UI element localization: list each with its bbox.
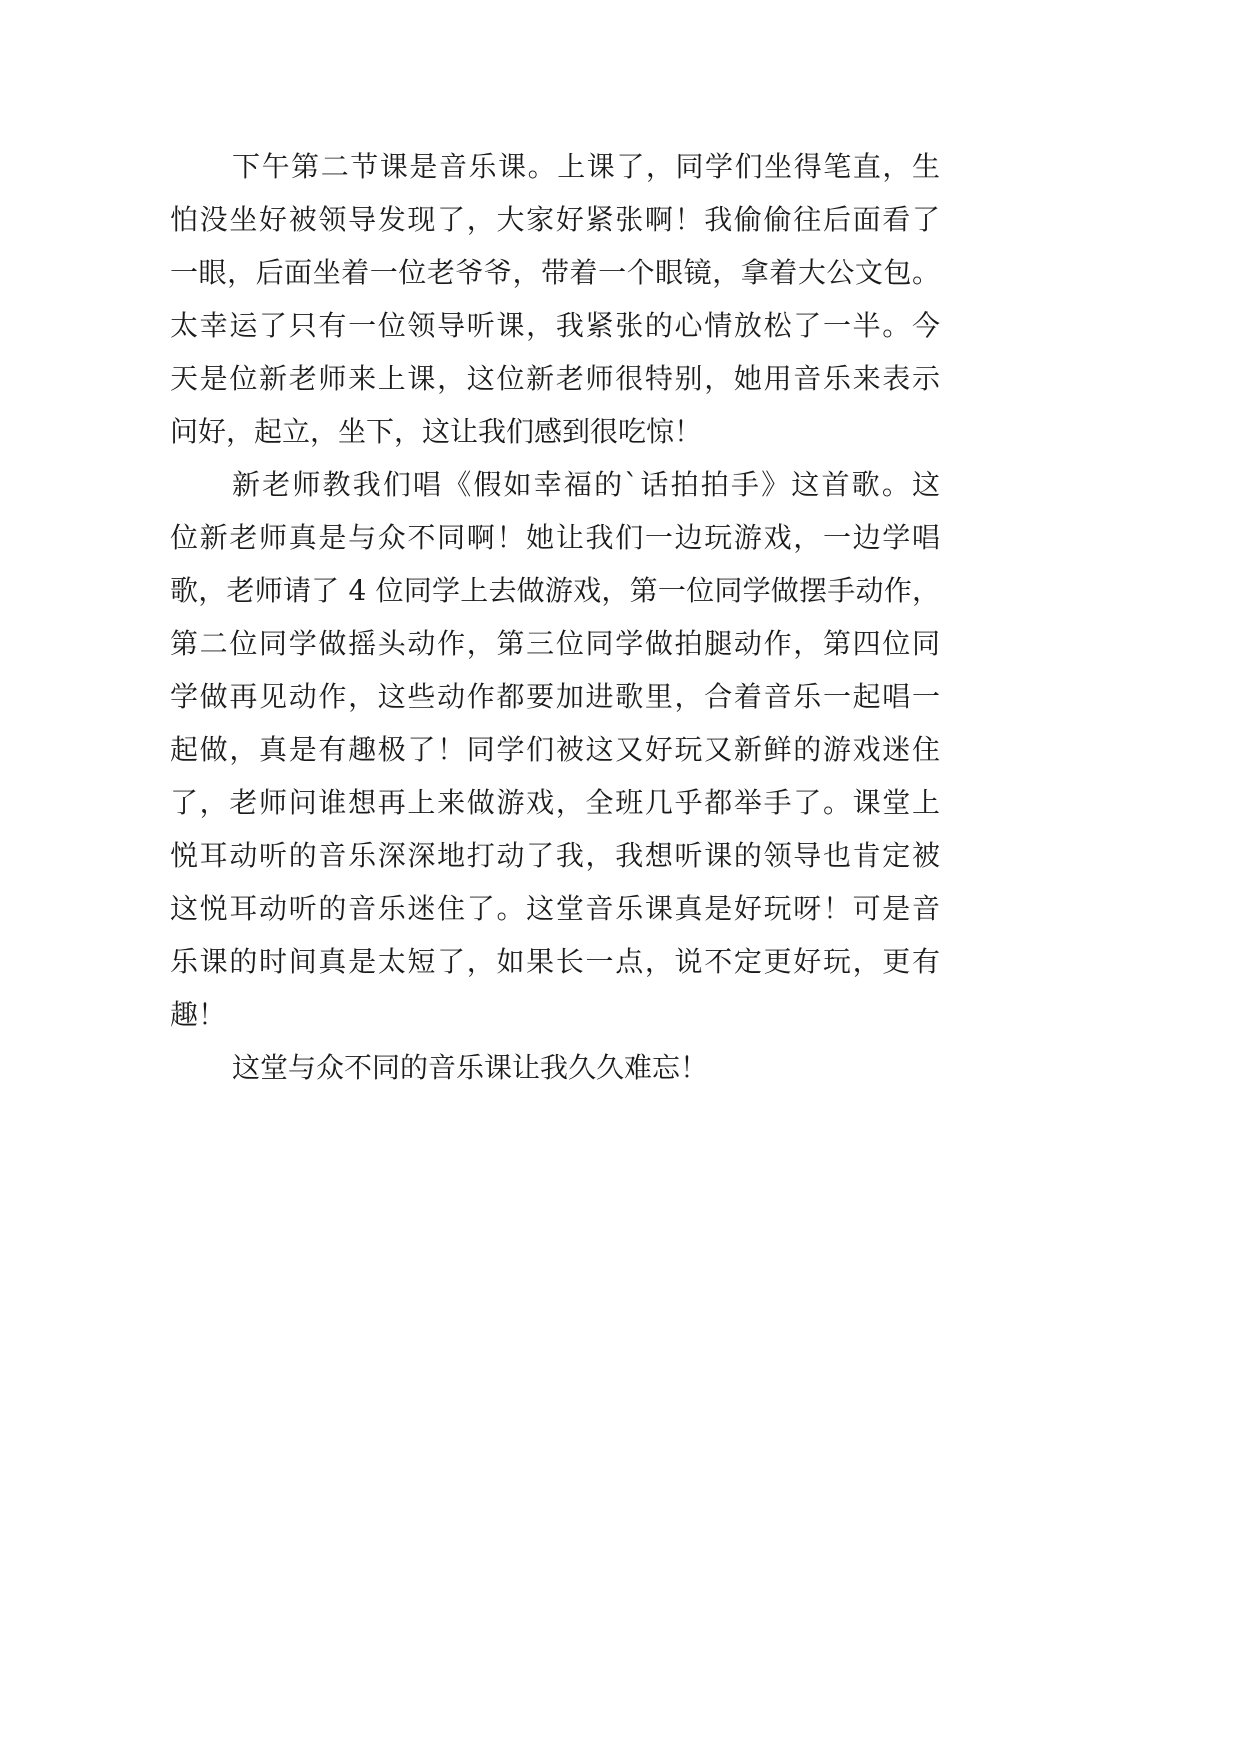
paragraph-3-line-1: 这堂与众不同的音乐课让我久久难忘！ bbox=[232, 1051, 709, 1084]
paragraph-2-line-7: 了，老师问谁想再上来做游戏，全班几乎都举手了。课堂上 bbox=[170, 786, 940, 819]
paragraph-2-line-8: 悦耳动听的音乐深深地打动了我，我想听课的领导也肯定被 bbox=[170, 839, 940, 872]
paragraph-1-line-3: 一眼，后面坐着一位老爷爷，带着一个眼镜，拿着大公文包。 bbox=[170, 256, 940, 289]
paragraph-2-line-5: 学做再见动作，这些动作都要加进歌里，合着音乐一起唱一 bbox=[170, 680, 940, 713]
paragraph-1-line-1: 下午第二节课是音乐课。上课了，同学们坐得笔直，生 bbox=[232, 150, 940, 183]
paragraph-2-line-1: 新老师教我们唱《假如幸福的`话拍拍手》这首歌。这 bbox=[232, 468, 940, 501]
paragraph-2-line-9: 这悦耳动听的音乐迷住了。这堂音乐课真是好玩呀！可是音 bbox=[170, 892, 940, 925]
paragraph-2-line-4: 第二位同学做摇头动作，第三位同学做拍腿动作，第四位同 bbox=[170, 627, 940, 660]
paragraph-2-line-10: 乐课的时间真是太短了，如果长一点，说不定更好玩，更有 bbox=[170, 945, 940, 978]
paragraph-2-line-3: 歌，老师请了 4 位同学上去做游戏，第一位同学做摆手动作， bbox=[170, 574, 940, 607]
paragraph-1-line-6: 问好，起立，坐下，这让我们感到很吃惊！ bbox=[170, 415, 703, 448]
paragraph-2-line-2: 位新老师真是与众不同啊！她让我们一边玩游戏，一边学唱 bbox=[170, 521, 940, 554]
paragraph-1-line-4: 太幸运了只有一位领导听课，我紧张的心情放松了一半。今 bbox=[170, 309, 940, 342]
paragraph-2-line-6: 起做，真是有趣极了！同学们被这又好玩又新鲜的游戏迷住 bbox=[170, 733, 940, 766]
paragraph-1-line-5: 天是位新老师来上课，这位新老师很特别，她用音乐来表示 bbox=[170, 362, 940, 395]
paragraph-2-line-11: 趣！ bbox=[170, 998, 227, 1031]
paragraph-1-line-2: 怕没坐好被领导发现了，大家好紧张啊！我偷偷往后面看了 bbox=[170, 203, 940, 236]
